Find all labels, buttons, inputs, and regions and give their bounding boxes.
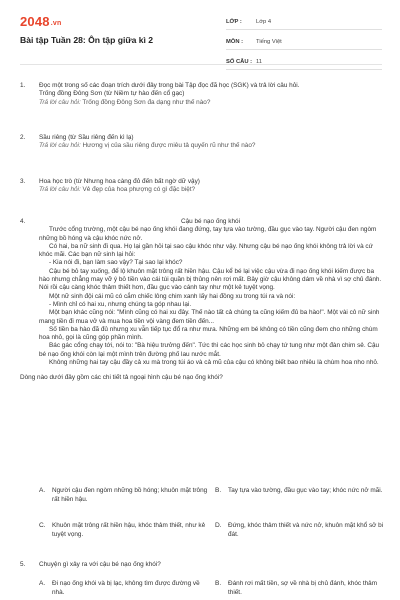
option-a[interactable] [39, 487, 212, 504]
option-d[interactable] [215, 522, 388, 539]
story-paragraph: - Kia nói đi, bạn làm sao vậy? Tại sao lại khóc? [49, 259, 183, 267]
answer-prompt [39, 99, 382, 107]
option-text: Tay tựa vào tường, đầu gục vào tay; khóc nức nở mãi. [228, 487, 383, 494]
answer-prompt [39, 186, 382, 194]
story-paragraph: Một bạn khác cũng nói: "Mình cũng có hai xu đây. Thế nào tất cả chúng ta cũng kiếm đủ ba hào!". Một vài cô nữ sinh mang tiền đi mua vở và mua hoa tiền vội vàng đem tiền đến... [39, 309, 380, 325]
option-letter: A. [39, 487, 46, 494]
story-paragraph: Số tiền ba hào đã đủ nhưng xu vẫn tiếp tục đổ ra như mưa. Những em bé không có tiền cũng đem cho những chùm hoa nhỏ, gọi là cũng góp phần mình. [39, 325, 378, 342]
question-2 [20, 134, 382, 151]
story-paragraph: Cậu bé bỏ tay xuống, để lộ khuôn mặt trông rất hiền hậu. Cậu kể bé lại việc cậu vừa đi nạo ống khói kiếm được ba hào nhưng chẳng may vỡ ý bỏ tiền vào cái túi quần bị thủng nên rơi mất. Bây giờ cậu không dám về nhà vì sợ chủ đánh. Nói rồi cậu càng khóc thảm thiết hơn, đầu gục vào cánh tay như một kẻ tuyệt vọng. [39, 267, 382, 292]
worksheet-meta [226, 14, 382, 74]
question-text: Hoa học trò (từ Nhưng hoa càng đỏ đến bất ngờ dữ vậy) [39, 178, 200, 185]
option-text: Đánh rơi mất tiền, sợ về nhà bị chủ đánh, khóc thảm thiết. [228, 580, 378, 596]
question-text: Đọc một trong số các đoạn trích dưới đây trong bài Tập đọc đã học (SGK) và trả lời câu hỏi. [39, 82, 300, 89]
option-b[interactable] [215, 487, 388, 496]
meta-key: MÔN : [226, 38, 244, 45]
story-title: Cậu bé nạo ống khói [181, 218, 240, 225]
story-paragraph: - Mình chỉ có hai xu, nhưng chúng ta góp nhau lại. [49, 300, 192, 308]
question-number: 3. [20, 178, 26, 185]
question-1 [20, 82, 382, 107]
answer-label: Trả lời câu hỏi: [39, 98, 81, 106]
question-5 [20, 561, 382, 569]
answer-label: Trả lời câu hỏi: [39, 142, 81, 150]
option-c[interactable] [39, 522, 212, 539]
logo-suffix: .vn [50, 20, 62, 27]
question-number: 1. [20, 82, 26, 89]
question-4 [20, 218, 382, 383]
option-text: Khuôn mặt trông rất hiền hậu, khóc thảm thiết, như kẻ tuyệt vọng. [52, 522, 206, 538]
worksheet-title: Bài tập Tuần 28: Ôn tập giữa kì 2 [20, 35, 154, 45]
meta-value: Tiếng Việt [256, 38, 282, 45]
meta-row-count [226, 54, 382, 70]
option-letter: D. [215, 522, 222, 529]
option-letter: C. [39, 522, 46, 529]
option-b[interactable] [215, 580, 388, 597]
option-letter: B. [215, 487, 222, 494]
question-number: 5. [20, 561, 26, 568]
meta-row-grade [226, 14, 382, 30]
answer-text: Vẻ đẹp của hoa phượng có gì đặc biệt? [82, 186, 196, 194]
answer-text: Hương vị của sầu riêng được miêu tả quyến rũ như thế nào? [82, 142, 256, 150]
story-paragraph: Không những hai tay cậu đầy cả xu mà trong túi áo và cả mũ của cậu có không biết bao nhiêu là chùm hoa nho nhỏ. [49, 359, 379, 367]
site-logo[interactable] [20, 14, 61, 29]
question-text: Sầu riêng (từ Sầu riêng đến kì lạ) [39, 134, 134, 141]
story-paragraph: Trước cổng trường, một cậu bé nạo ống khói đang đứng, tay tựa vào tường, đầu gục vào tay. Người cậu đen ngòm những bồ hóng và cậu khóc nức nở. [39, 226, 377, 242]
meta-value: 11 [256, 58, 263, 65]
option-letter: B. [215, 580, 222, 587]
question-number: 2. [20, 134, 26, 141]
meta-value: Lớp 4 [256, 18, 272, 25]
question-subtext: Trống đồng Đông Sơn (từ Niềm tự hào đến cổ gạc) [39, 90, 185, 98]
story-paragraph: Có hai, ba nữ sinh đi qua. Họ lại gần hỏi tại sao cậu khóc như vậy. Nhưng cậu bé nạo ống khói không trả lời và cứ khóc mãi. Các bạn nữ sinh lại hỏi: [39, 242, 373, 259]
logo-text: 2048 [20, 14, 50, 29]
meta-key: LỚP : [226, 18, 242, 25]
answer-label: Trả lời câu hỏi: [39, 186, 81, 194]
answer-text: Trống đồng Đông Sơn đa dạng như thế nào? [82, 98, 211, 106]
option-letter: A. [39, 580, 46, 587]
header-divider [20, 64, 382, 65]
meta-row-subject [226, 34, 382, 50]
option-text: Đứng, khóc thảm thiết và nức nở, khuôn mặt khổ sở bi đát. [228, 522, 384, 538]
meta-key: SỐ CÂU : [226, 58, 253, 65]
question-number: 4. [20, 218, 26, 225]
story-paragraph: Bác gác cổng chạy tới, nói to: "Bà hiệu trưởng đến". Tức thì các học sinh bỏ chạy tứ tung như một đàn chim sẻ. Cậu bé nạo ống khói còn lại một mình trên đường phố lau nước mắt. [39, 342, 380, 358]
option-text: Người cậu đen ngòm những bồ hóng; khuôn mặt trông rất hiền hậu. [52, 487, 208, 503]
option-text: Đi nạo ống khói và bị lạc, không tìm được đường về nhà. [52, 580, 200, 596]
question-text: Chuyện gì xảy ra với cậu bé nạo ống khói? [39, 561, 161, 568]
question-3 [20, 178, 382, 195]
option-a[interactable] [39, 580, 212, 597]
story-paragraph: Một nữ sinh đội cái mũ có cắm chiếc lông chim xanh lấy hai đồng xu trong túi ra và nói: [49, 292, 296, 300]
question-text: Dòng nào dưới đây gồm các chi tiết tả ngoại hình cậu bé nạo ống khói? [20, 374, 223, 382]
answer-prompt [39, 142, 382, 150]
